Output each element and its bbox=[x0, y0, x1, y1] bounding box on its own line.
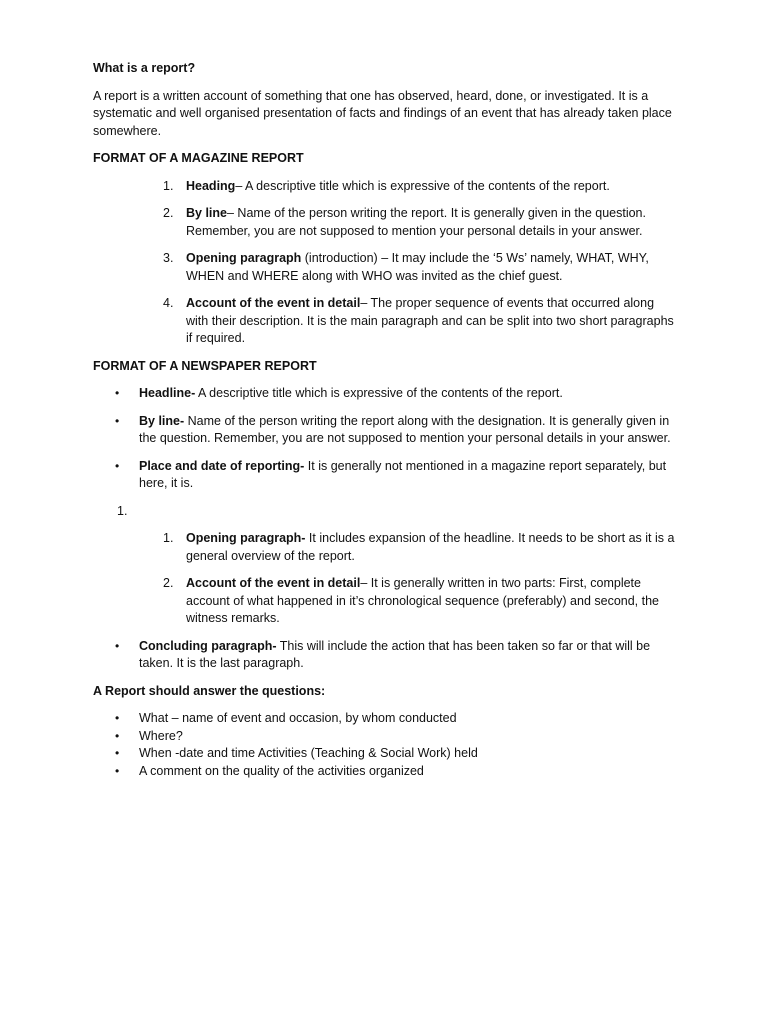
list-item bbox=[93, 295, 678, 348]
list-item bbox=[93, 763, 678, 781]
newspaper-bullets bbox=[93, 385, 678, 493]
item-text: A comment on the quality of the activities organized bbox=[139, 763, 424, 778]
item-text: This will include the action that has been taken so far or that will be taken. It is the last paragraph. bbox=[139, 638, 651, 670]
bullet-icon: • bbox=[115, 638, 120, 653]
newspaper-sublist bbox=[93, 530, 678, 628]
item-label: Account of the event in detail bbox=[186, 296, 361, 310]
item-text: It is generally not mentioned in a magazine report separately, but here, it is. bbox=[139, 458, 667, 490]
item-text: Name of the person writing the report along with the designation. It is generally given in the question. Remember, you are not supposed to mention your personal details in your answer. bbox=[139, 413, 671, 445]
item-label: Account of the event in detail bbox=[186, 576, 361, 590]
list-item bbox=[93, 458, 678, 493]
item-text: What – name of event and occasion, by whom conducted bbox=[139, 711, 457, 725]
item-text: When -date and time Activities (Teaching & Social Work) held bbox=[139, 746, 478, 760]
list-number: 2. bbox=[163, 576, 174, 590]
item-label: Concluding paragraph- bbox=[139, 638, 277, 653]
list-number: 4. bbox=[163, 296, 174, 310]
list-number: 2. bbox=[163, 206, 174, 220]
list-item bbox=[93, 250, 678, 285]
list-number: 1. bbox=[163, 531, 174, 545]
item-text: – It is generally written in two parts: First, complete account of what happened in it’s chronological sequence (preferably) and second, the witness remarks. bbox=[186, 576, 659, 625]
item-text: – The proper sequence of events that occurred along with their description. It is the main paragraph and can be split into two short paragraphs if required. bbox=[186, 296, 674, 345]
list-item bbox=[93, 385, 678, 403]
concluding-bullet bbox=[93, 638, 678, 673]
list-item bbox=[93, 530, 678, 565]
bullet-icon: • bbox=[115, 746, 120, 760]
list-item bbox=[93, 638, 678, 673]
list-number: 1. bbox=[163, 178, 174, 193]
magazine-list bbox=[93, 178, 678, 348]
item-text: It includes expansion of the headline. It needs to be short as it is a general overview of the report. bbox=[186, 531, 675, 563]
what-is-body: A report is a written account of something that one has observed, heard, done, or investigated. It is a systematic and well organised presentation of facts and findings of an event that has already taken place somewhere. bbox=[93, 88, 672, 138]
item-text: – A descriptive title which is expressive of the contents of the report. bbox=[235, 178, 610, 193]
list-item bbox=[93, 575, 678, 628]
bullet-icon: • bbox=[115, 728, 120, 743]
empty-numbered-item bbox=[93, 503, 678, 521]
item-label: Headline- bbox=[139, 386, 196, 400]
item-label: Opening paragraph- bbox=[186, 531, 306, 545]
item-label: By line- bbox=[139, 413, 185, 428]
bullet-icon: • bbox=[115, 711, 120, 725]
list-item bbox=[93, 178, 678, 196]
list-item bbox=[93, 205, 678, 240]
list-item bbox=[93, 413, 678, 448]
item-label: Place and date of reporting- bbox=[139, 458, 305, 473]
item-text: (introduction) – It may include the ‘5 Ws’ namely, WHAT, WHY, WHEN and WHERE along with WHO was invited as the chief guest. bbox=[186, 251, 649, 283]
bullet-icon: • bbox=[115, 763, 120, 778]
what-is-heading: What is a report? bbox=[93, 61, 196, 75]
bullet-icon: • bbox=[115, 413, 120, 428]
questions-list bbox=[93, 710, 678, 780]
newspaper-heading: FORMAT OF A NEWSPAPER REPORT bbox=[93, 358, 317, 373]
list-item bbox=[93, 710, 678, 728]
item-text: – Name of the person writing the report. It is generally given in the question. Remember, you are not supposed to mention your personal details in your answer. bbox=[186, 206, 646, 238]
bullet-icon: • bbox=[115, 386, 120, 400]
item-text: A descriptive title which is expressive of the contents of the report. bbox=[195, 386, 563, 400]
document-page bbox=[93, 60, 678, 780]
list-item bbox=[93, 728, 678, 746]
list-item bbox=[93, 745, 678, 763]
item-label: Heading bbox=[186, 178, 236, 193]
item-label: Opening paragraph bbox=[186, 251, 302, 265]
list-number: 1. bbox=[117, 503, 128, 518]
bullet-icon: • bbox=[115, 458, 120, 473]
item-text: Where? bbox=[139, 728, 183, 743]
magazine-heading: FORMAT OF A MAGAZINE REPORT bbox=[93, 151, 304, 165]
list-number: 3. bbox=[163, 251, 174, 265]
questions-heading: A Report should answer the questions: bbox=[93, 683, 326, 698]
item-label: By line bbox=[186, 206, 227, 220]
